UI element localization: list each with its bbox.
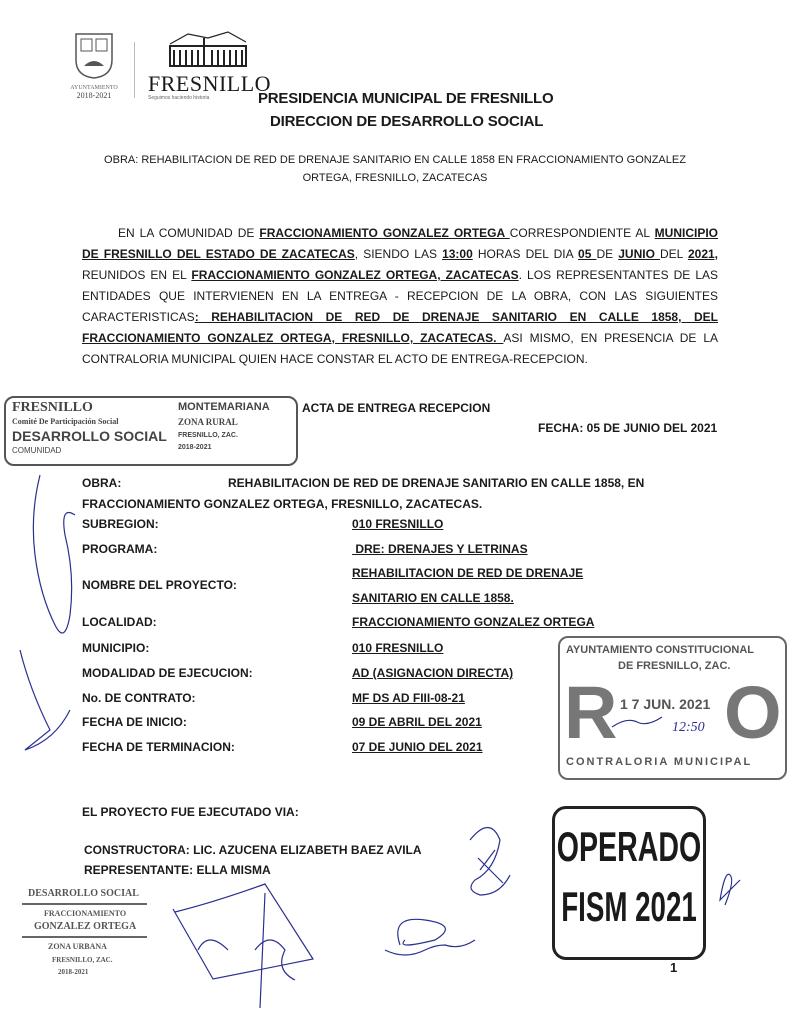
stamp-text: MONTEMARIANA [178, 401, 270, 413]
recibido-initials [612, 717, 662, 727]
text-segment: . LOS REPRESENTANTES DE LAS ENTIDADES QUE INTERVIENEN EN LA ENTREGA - RECEPCION DE LA OBRA, CON LAS SIGUIENTES CARACTERISTICAS [82, 268, 718, 324]
acta-title: ACTA DE ENTREGA RECEPCION [302, 401, 491, 415]
dia-highlight: 05 [578, 247, 597, 261]
text-segment: DE [596, 247, 619, 261]
text-segment: DEL [660, 247, 688, 261]
page-number: 1 [670, 960, 678, 975]
stamp-text: FRESNILLO, ZAC. [178, 432, 238, 439]
text-segment: CORRESPONDIENTE AL [509, 226, 655, 240]
municipio-value: 010 FRESNILLO [352, 641, 444, 655]
proyecto-value-line2: SANITARIO EN CALLE 1858. [352, 591, 514, 605]
proyecto-label: NOMBRE DEL PROYECTO: [82, 578, 237, 592]
programa-value: DRE: DRENAJES Y LETRINAS [352, 542, 528, 556]
termino-label: FECHA DE TERMINACION: [82, 740, 235, 754]
obra-value-line2: FRACCIONAMIENTO GONZALEZ ORTEGA, FRESNILLO, ZACATECAS. [82, 497, 483, 511]
signature-left-margin [33, 475, 75, 633]
stamp-text: GONZALEZ ORTEGA [34, 921, 137, 932]
text-segment: REUNIDOS EN EL [82, 268, 192, 282]
text-segment: EN LA COMUNIDAD DE [118, 226, 260, 240]
inicio-label: FECHA DE INICIO: [82, 715, 187, 729]
inicio-value: 09 DE ABRIL DEL 2021 [352, 715, 482, 729]
anio-highlight: 2021, [687, 247, 719, 261]
initials-center [470, 828, 510, 896]
stamp-text: CONTRALORIA MUNICIPAL [566, 756, 753, 768]
header-line1: PRESIDENCIA MUNICIPAL DE FRESNILLO [258, 90, 554, 107]
mes-highlight: JUNIO [618, 247, 660, 261]
localidad-value: FRACCIONAMIENTO GONZALEZ ORTEGA [352, 615, 595, 629]
stamp-text: R [564, 671, 618, 754]
text-segment: ASI MISMO, EN PRESENCIA DE LA CONTRALORIA MUNICIPAL QUIEN HACE CONSTAR EL ACTO DE ENTREGA-RECEPCION. [82, 331, 719, 366]
hora-highlight: 13:00 [442, 247, 473, 261]
localidad-highlight: FRACCIONAMIENTO GONZALEZ ORTEGA [259, 226, 510, 240]
contrato-label: No. DE CONTRATO: [82, 691, 196, 705]
stamp-text: 2018-2021 [178, 444, 212, 451]
stamp-text: FISM 2021 [561, 883, 697, 930]
ayuntamiento-caption: AYUNTAMIENTO [70, 85, 118, 91]
municipio-label: MUNICIPIO: [82, 641, 150, 655]
lugar-highlight: FRACCIONAMIENTO GONZALEZ ORTEGA, ZACATECAS [191, 268, 519, 282]
stamp-text: FRESNILLO, ZAC. [52, 956, 113, 964]
representante: REPRESENTANTE: ELLA MISMA [84, 863, 271, 877]
text-segment: HORAS DEL DIA [472, 247, 579, 261]
stamp-text: AYUNTAMIENTO CONSTITUCIONAL [566, 644, 755, 656]
text-segment: , SIENDO LAS [354, 247, 443, 261]
programa-label: PROGRAMA: [82, 542, 158, 556]
obra-title-line1: OBRA: REHABILITACION DE RED DE DRENAJE SANITARIO EN CALLE 1858 EN FRACCIONAMIENTO GONZALEZ [104, 154, 686, 166]
signature-constructora [173, 884, 313, 1008]
municipio-highlight: MUNICIPIO DE FRESNILLO DEL ESTADO DE ZACATECAS [82, 226, 718, 261]
obra-label: OBRA: [82, 476, 122, 490]
stamp-text: COMUNIDAD [12, 446, 62, 455]
signature-left-margin-2 [20, 650, 70, 750]
stamp-text: FRESNILLO [12, 400, 93, 415]
execution-heading: EL PROYECTO FUE EJECUTADO VIA: [82, 805, 299, 819]
ayuntamiento-years: 2018-2021 [76, 91, 112, 100]
stamp-text: 2018-2021 [58, 968, 89, 976]
fresnillo-slogan: Seguimos haciendo historia [148, 95, 210, 101]
termino-value: 07 DE JUNIO DEL 2021 [352, 740, 483, 754]
fresnillo-wordmark: FRESNILLO [148, 71, 272, 96]
subregion-value: 010 FRESNILLO [352, 517, 444, 531]
stamp-date: 1 7 JUN. 2021 [620, 696, 711, 712]
localidad-label: LOCALIDAD: [82, 615, 157, 629]
stamp-text: FRACCIONAMIENTO [44, 909, 127, 918]
proyecto-value-line1: REHABILITACION DE RED DE DRENAJE [352, 566, 584, 580]
subregion-label: SUBREGION: [82, 517, 159, 531]
stamp-time: 12:50 [672, 720, 705, 735]
obra-value-line1: REHABILITACION DE RED DE DRENAJE SANITARIO EN CALLE 1858, EN [228, 476, 645, 490]
stamp-text: ZONA RURAL [178, 417, 238, 427]
contrato-value: MF DS AD FIII-08-21 [352, 691, 465, 705]
signature-right [385, 919, 475, 955]
modalidad-value: AD (ASIGNACION DIRECTA) [352, 666, 514, 680]
caracteristicas-highlight: : REHABILITACION DE RED DE DRENAJE SANITARIO EN CALLE 1858, DEL FRACCIONAMIENTO GONZALEZ ORTEGA, FRESNILLO, ZACATECAS. [82, 310, 718, 345]
stamp-text: DESARROLLO SOCIAL [28, 888, 139, 899]
fecha: FECHA: 05 DE JUNIO DEL 2021 [538, 421, 718, 435]
constructora: CONSTRUCTORA: LIC. AZUCENA ELIZABETH BAEZ AVILA [84, 843, 422, 857]
stamp-text: ZONA URBANA [48, 942, 107, 951]
obra-title-line2: ORTEGA, FRESNILLO, ZACATECAS [302, 172, 488, 184]
stamp-text: DE FRESNILLO, ZAC. [618, 660, 731, 672]
modalidad-label: MODALIDAD DE EJECUCION: [82, 666, 253, 680]
stamp-text: DESARROLLO SOCIAL [12, 428, 167, 444]
initials-right [720, 874, 740, 905]
stamp-text: Comité De Participación Social [12, 417, 119, 426]
header-line2: DIRECCION DE DESARROLLO SOCIAL [270, 113, 544, 130]
stamp-text: O [724, 671, 782, 754]
stamp-text: OPERADO [556, 823, 702, 870]
